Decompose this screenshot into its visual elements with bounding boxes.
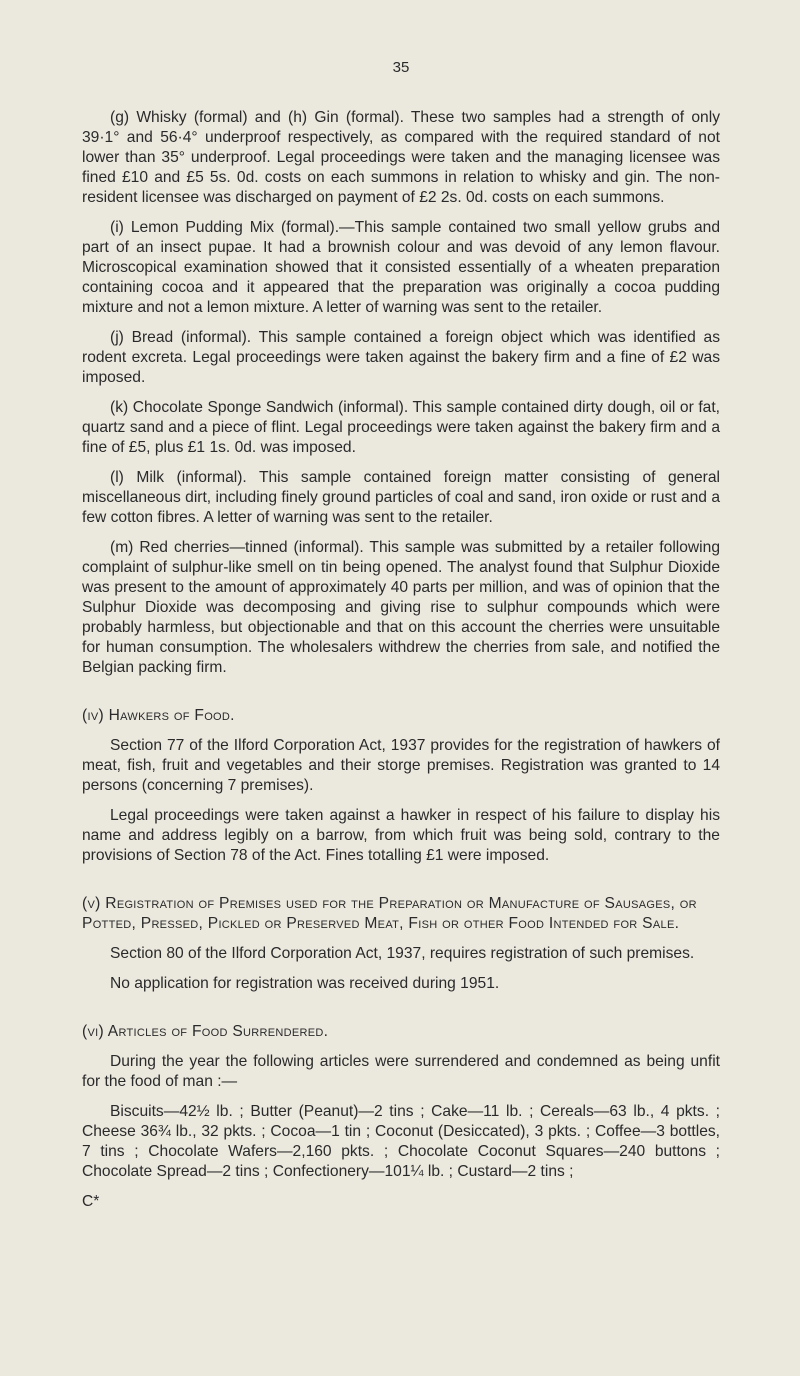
section-heading-premises-registration: (v) Registration of Premises used for the Preparation or Manufacture of Sausages, or Potted, Pressed, Pickled or Preserved Meat, Fish or other Food Intended for Sale. xyxy=(82,895,697,932)
signature-mark: C* xyxy=(82,1193,100,1210)
paragraph-red-cherries: (m) Red cherries—tinned (informal). This sample was submitted by a retailer following complaint of sulphur-like smell on tin being opened. The analyst found that Sulphur Dioxide was present to the amount of approximately 40 parts per million, and was of opinion that the Sulphur Dioxide was decomposing and giving rise to sulphur compounds which were probably harmless, but objectionable and that on this account the cherries were unsuitable for human consumption. The wholesalers withdrew the cherries from sale, and notified the Belgian packing firm. xyxy=(82,539,720,676)
paragraph-milk: (l) Milk (informal). This sample contained foreign matter consisting of general miscellaneous dirt, including finely ground particles of coal and sand, iron oxide or rust and a few cotton fibres. A letter of warning was sent to the retailer. xyxy=(82,469,720,526)
paragraph-articles-list: Biscuits—42½ lb. ; Butter (Peanut)—2 tins ; Cake—11 lb. ; Cereals—63 lb., 4 pkts. ; Cheese 36¾ lb., 32 pkts. ; Cocoa—1 tin ; Coconut (Desiccated), 3 pkts. ; Coffee—3 bottles, 7 tins ; Chocolate Wafers—2,160 pkts. ; Chocolate Coconut Squares—240 buttons ; Chocolate Spread—2 tins ; Confectionery—101¼ lb. ; Custard—2 tins ; xyxy=(82,1103,720,1180)
paragraph-whisky-gin: (g) Whisky (formal) and (h) Gin (formal). These two samples had a strength of only 39·1° and 56·4° underproof respectively, as compared with the required standard of not lower than 35° underproof. Legal proceedings were taken and the managing licensee was fined £10 and £5 5s. 0d. costs on each summons in relation to whisky and gin. The non-resident licensee was discharged on payment of £2 2s. 0d. costs on each summons. xyxy=(82,109,720,206)
section-heading-articles-surrendered: (vi) Articles of Food Surrendered. xyxy=(82,1023,329,1040)
paragraph-premises-no-application: No application for registration was received during 1951. xyxy=(110,975,500,992)
paragraph-chocolate-sponge: (k) Chocolate Sponge Sandwich (informal). This sample contained dirty dough, oil or fat, quartz sand and a piece of flint. Legal proceedings were taken against the bakery firm and a fine of £5, plus £1 1s. 0d. was imposed. xyxy=(82,399,720,456)
paragraph-hawkers-registration: Section 77 of the Ilford Corporation Act, 1937 provides for the registration of hawkers of meat, fish, fruit and vegetables and their storge premises. Registration was granted to 14 persons (concerning 7 premises). xyxy=(82,737,720,794)
paragraph-premises-section80: Section 80 of the Ilford Corporation Act, 1937, requires registration of such premises. xyxy=(110,945,695,962)
paragraph-bread: (j) Bread (informal). This sample contained a foreign object which was identified as rodent excreta. Legal proceedings were taken against the bakery firm and a fine of £2 was imposed. xyxy=(82,329,720,386)
paragraph-lemon-pudding: (i) Lemon Pudding Mix (formal).—This sample contained two small yellow grubs and part of an insect pupae. It had a brownish colour and was devoid of any lemon flavour. Microscopical examination showed that it consisted essentially of a wheaten preparation containing cocoa and it appeared that the preparation was originally a cocoa pudding mixture and not a lemon mixture. A letter of warning was sent to the retailer. xyxy=(82,219,720,316)
section-heading-hawkers: (iv) Hawkers of Food. xyxy=(82,707,235,724)
paragraph-articles-intro: During the year the following articles were surrendered and condemned as being unfit for the food of man :— xyxy=(82,1053,720,1090)
page-number: 35 xyxy=(392,59,410,76)
page-content xyxy=(82,58,720,1222)
paragraph-hawkers-proceedings: Legal proceedings were taken against a hawker in respect of his failure to display his name and address legibly on a barrow, from which fruit was being sold, contrary to the provisions of Section 78 of the Act. Fines totalling £1 were imposed. xyxy=(82,807,720,864)
